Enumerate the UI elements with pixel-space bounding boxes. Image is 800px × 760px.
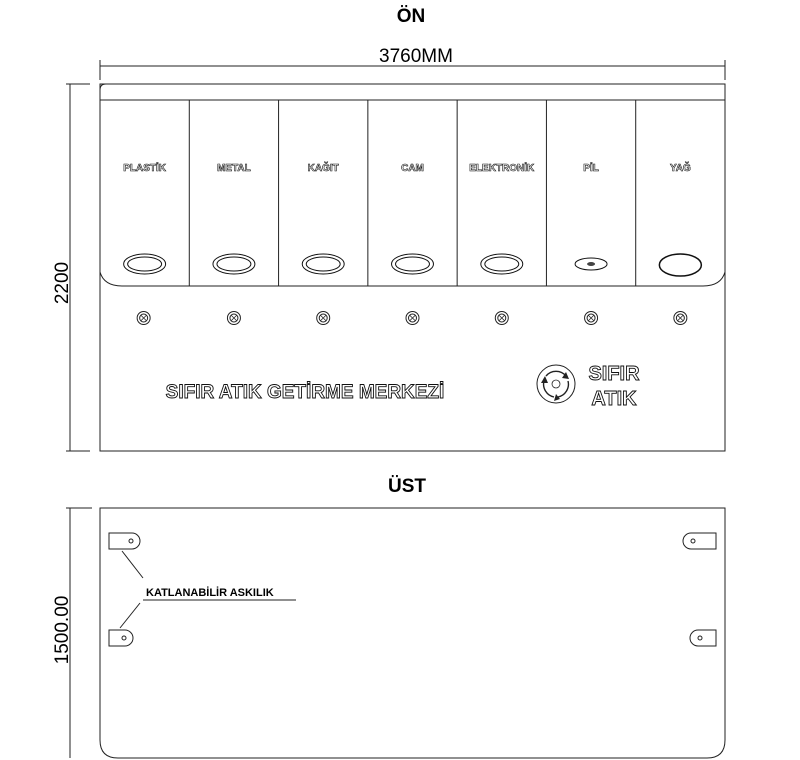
front-view-title: ÖN: [396, 6, 426, 27]
hanger-left-bottom: [109, 630, 133, 646]
compartment-label: ELEKTRONİK: [469, 163, 535, 174]
bolt-icon: [406, 312, 419, 325]
bolt-icon: [585, 312, 598, 325]
top-view-title: ÜST: [388, 476, 426, 497]
compartment-opening-inner: [485, 257, 519, 271]
bolt-icon: [317, 312, 330, 325]
height-dimension-value: 2200: [52, 261, 73, 305]
depth-dimension-value: 1500.00: [52, 595, 73, 665]
compartment-opening-inner: [217, 257, 251, 271]
bolt-icon: [495, 312, 508, 325]
compartment-label: KAĞIT: [307, 163, 339, 174]
logo-text-line1: SIFIR: [588, 363, 640, 385]
compartments-group: [123, 100, 701, 325]
battery-slot: [587, 262, 595, 266]
compartment-opening-inner: [306, 257, 340, 271]
width-dimension-value: 3760MM: [379, 46, 453, 67]
bolt-icon: [227, 312, 240, 325]
hanger-right-top: [683, 533, 716, 549]
compartment-label: YAĞ: [669, 163, 691, 174]
compartment-opening: [659, 254, 701, 276]
hanger-right-bottom: [690, 630, 716, 646]
compartment-label: PİL: [583, 163, 599, 174]
compartment-label: PLASTİK: [123, 163, 167, 174]
recycle-icon: [537, 365, 575, 403]
bolt-icon: [674, 312, 687, 325]
compartment-label: METAL: [217, 163, 251, 174]
compartment-opening-inner: [128, 257, 162, 271]
compartment-label: CAM: [401, 163, 424, 174]
center-title: SIFIR ATIK GETİRME MERKEZİ: [165, 382, 445, 403]
bolt-icon: [137, 312, 150, 325]
compartment-opening-inner: [396, 257, 430, 271]
hanger-left-top: [109, 533, 140, 549]
hanger-label: KATLANABİLİR ASKILIK: [146, 587, 274, 599]
logo-text-line2: ATIK: [591, 388, 637, 410]
cabinet-top-outline: [100, 508, 725, 758]
